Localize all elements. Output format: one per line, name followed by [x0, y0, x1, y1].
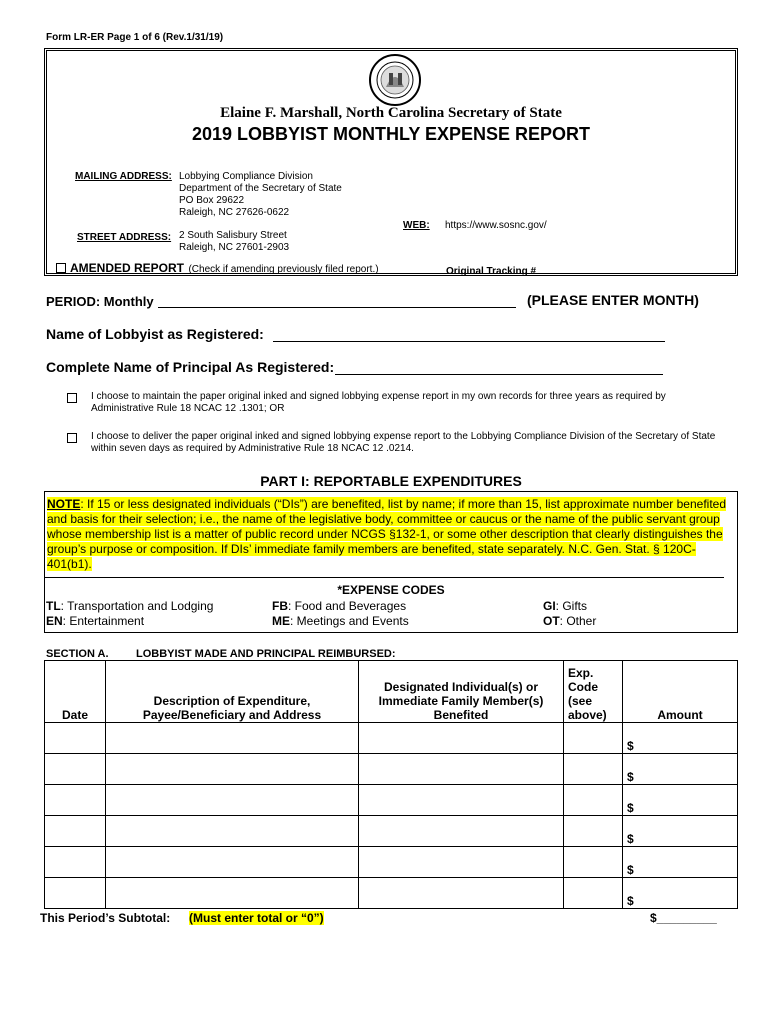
form-id: Form LR-ER Page 1 of 6 (Rev.1/31/19) — [46, 32, 224, 43]
header-amount: Amount — [623, 661, 738, 723]
option-1-checkbox[interactable] — [67, 393, 77, 403]
option-1-text: I choose to maintain the paper original inked and signed lobbying expense report in my own records for three years as required by Administrative Rule 18 NCAC 12 .1301; OR — [91, 391, 666, 414]
code-gi: GI: Gifts — [543, 599, 588, 613]
lobbyist-label: Name of Lobbyist as Registered: — [46, 326, 264, 342]
tracking-input[interactable] — [536, 263, 730, 274]
codes-title: *EXPENSE CODES — [337, 583, 445, 597]
mailing-address: Lobbying Compliance Division Department of the Secretary of State PO Box 29622 Raleigh, NC 27626-0622 — [179, 171, 342, 218]
report-title: 2019 LOBBYIST MONTHLY EXPENSE REPORT — [191, 124, 591, 144]
table-row[interactable] — [45, 785, 738, 816]
table-row[interactable] — [45, 754, 738, 785]
header-exp-code: Exp. Code (see above) — [564, 661, 623, 723]
period-label: PERIOD: Monthly — [46, 294, 154, 309]
street-address: 2 South Salisbury Street Raleigh, NC 27601-2903 — [179, 230, 290, 253]
header-designated: Designated Individual(s) or Immediate Family Member(s) Benefited — [359, 661, 564, 723]
mailing-address-label: MAILING ADDRESS: — [75, 171, 172, 182]
note-text: NOTE: If 15 or less designated individuals (“DIs”) are benefited, list by name; if more than 15, list approximate number benefited and basis for their selection; i.e., the name of the legislative body, committee or caucus or the name of the public servant group whose membership list is a matter of public record under NCGS §132-1, or some other description that clearly distinguishes the group’s purpose or composition. If DIs’ immediate family members are benefited, state separately. N.C. Gen. Stat. § 120C-401(b1). — [47, 497, 727, 571]
section-a-label: SECTION A. — [46, 648, 109, 660]
period-note: (PLEASE ENTER MONTH) — [527, 292, 699, 308]
subtotal-note: (Must enter total or “0”) — [189, 911, 324, 925]
code-en: EN: Entertainment — [46, 614, 145, 628]
header-description: Description of Expenditure, Payee/Beneficiary and Address — [106, 661, 359, 723]
web-url[interactable]: https://www.sosnc.gov/ — [445, 220, 547, 231]
code-fb: FB: Food and Beverages — [272, 599, 407, 613]
code-tl: TL: Transportation and Lodging — [46, 599, 214, 613]
period-input[interactable] — [158, 294, 516, 308]
amount-cell[interactable]: $ — [623, 723, 738, 754]
expense-table — [44, 660, 738, 909]
amount-cell[interactable]: $ — [623, 816, 738, 847]
amended-report: AMENDED REPORT (Check if amending previously filed report.) — [56, 259, 379, 277]
table-row[interactable] — [45, 816, 738, 847]
street-address-label: STREET ADDRESS: — [77, 232, 172, 243]
state-seal-icon — [368, 53, 422, 107]
part1-title: PART I: REPORTABLE EXPENDITURES — [260, 473, 522, 489]
section-a-title: LOBBYIST MADE AND PRINCIPAL REIMBURSED: — [136, 648, 396, 660]
table-row[interactable] — [45, 723, 738, 754]
amount-cell[interactable]: $ — [623, 847, 738, 878]
code-ot: OT: Other — [543, 614, 597, 628]
principal-input[interactable] — [335, 360, 663, 375]
amount-cell[interactable]: $ — [623, 785, 738, 816]
subtotal-value[interactable]: $_________ — [650, 911, 717, 925]
table-row[interactable] — [45, 847, 738, 878]
table-header-row — [45, 661, 738, 723]
note-divider — [44, 577, 724, 578]
official-name: Elaine F. Marshall, North Carolina Secretary of State — [220, 105, 562, 121]
lobbyist-input[interactable] — [273, 327, 665, 342]
code-me: ME: Meetings and Events — [272, 614, 409, 628]
amount-cell[interactable]: $ — [623, 754, 738, 785]
principal-label: Complete Name of Principal As Registered: — [46, 359, 335, 375]
amended-checkbox[interactable] — [56, 263, 66, 273]
option-2-text: I choose to deliver the paper original inked and signed lobbying expense report to the Lobbying Compliance Division of the Secretary of State within seven days as required by Administrative Rule 18 NCAC 12 .0214. — [91, 431, 716, 454]
subtotal-label: This Period’s Subtotal: — [40, 911, 171, 925]
header-date: Date — [45, 661, 106, 723]
option-2-checkbox[interactable] — [67, 433, 77, 443]
table-row[interactable] — [45, 878, 738, 909]
tracking-field: Original Tracking # — [446, 261, 730, 279]
amount-cell[interactable]: $ — [623, 878, 738, 909]
web-label: WEB: — [403, 220, 430, 231]
